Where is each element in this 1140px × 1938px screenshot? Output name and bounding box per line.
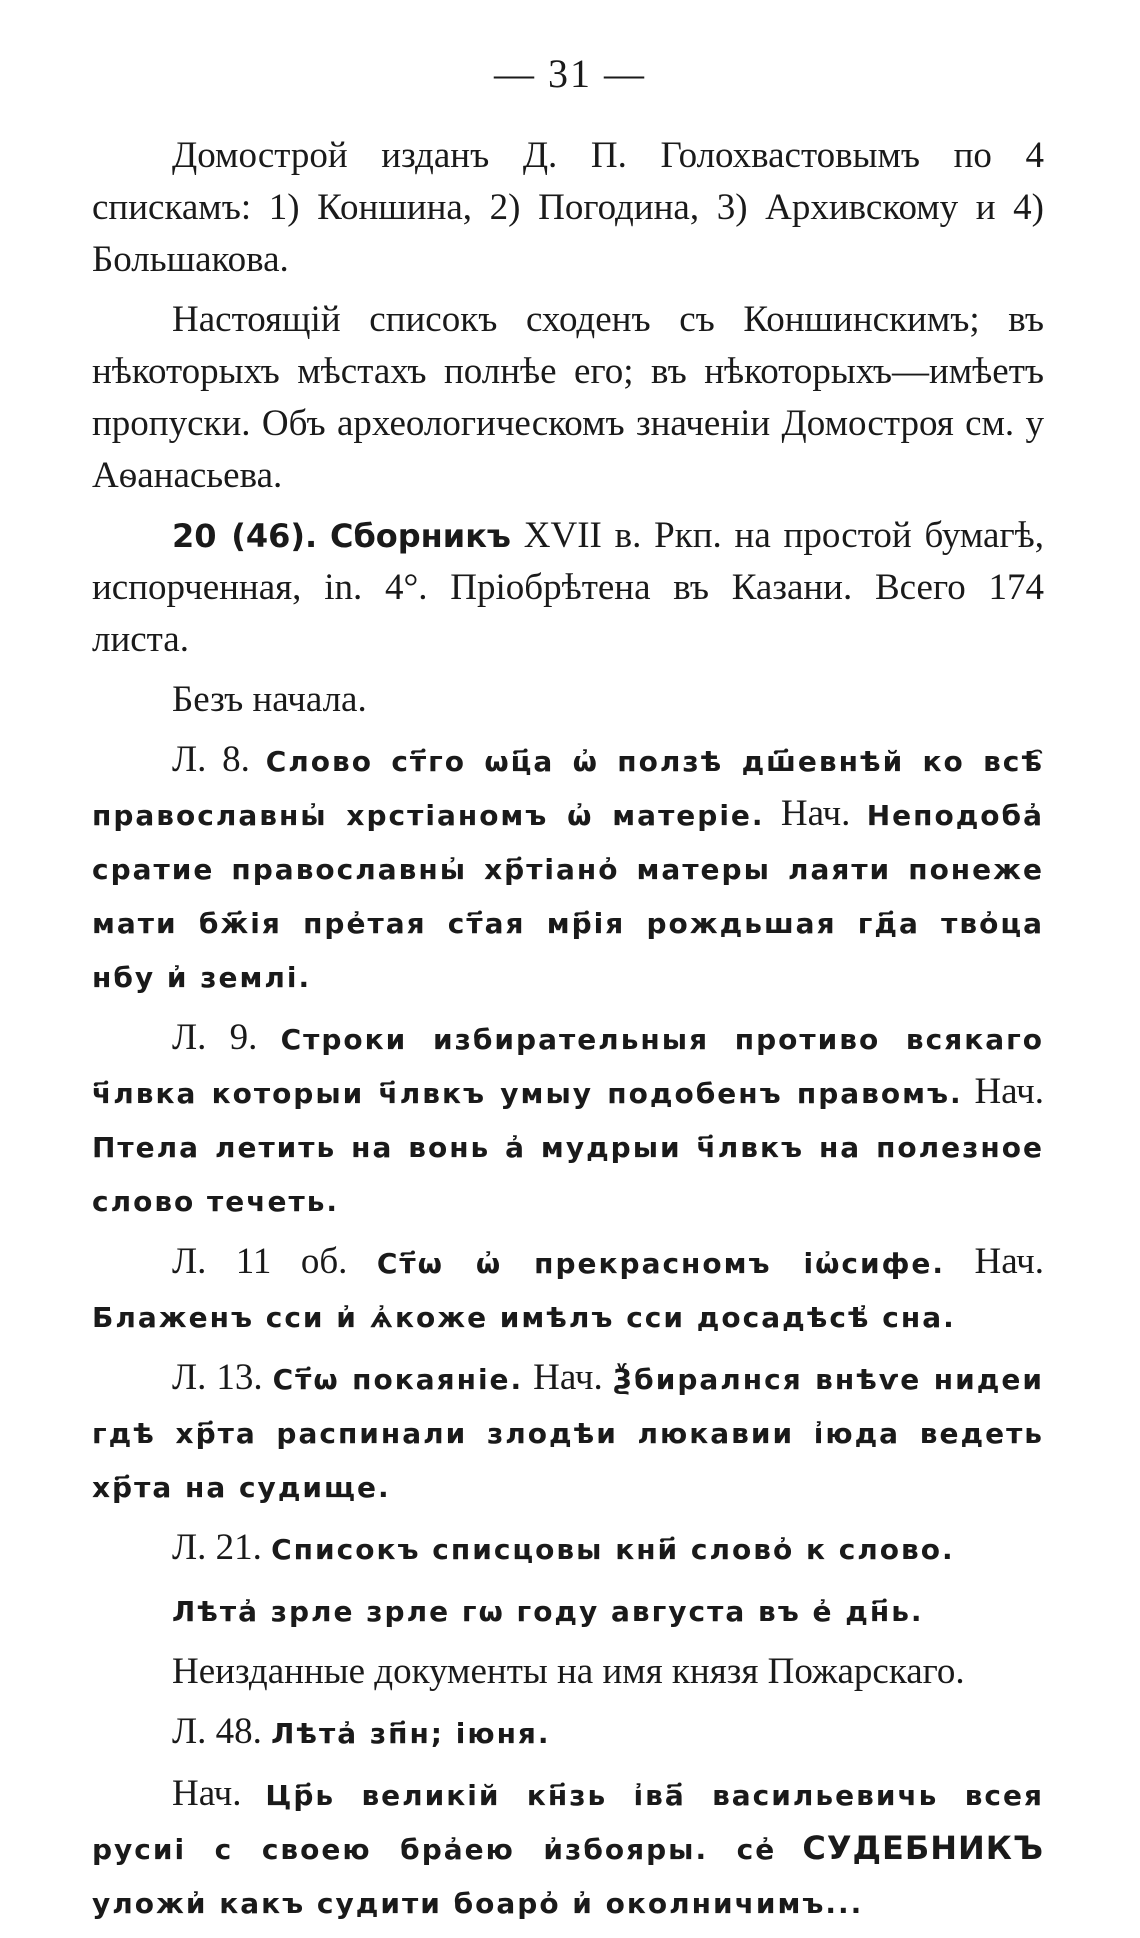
page-number: — 31 — <box>494 51 646 96</box>
paragraph-date <box>92 1584 1044 1638</box>
church-slavonic-text: Ст҃ѡ покаяніе. <box>272 1363 524 1396</box>
paragraph-leaf-13 <box>92 1352 1044 1514</box>
leaf-reference: Л. 21. <box>172 1527 262 1568</box>
church-slavonic-text: Ст҃ѡ ѡ҆ прекрасномъ іѡ҆сифе. <box>376 1247 946 1280</box>
leaf-reference: Л. 8. <box>172 739 250 780</box>
paragraph-sudebnik <box>92 1768 1044 1930</box>
church-slavonic-text: Списокъ списцовы кни҃ слово҆ к слово. <box>271 1533 955 1566</box>
sudebnik-word: СУДЕБНИКЪ <box>802 1829 1045 1867</box>
paragraph-list-comparison: Настоящій списокъ сходенъ съ Коншинскимъ; въ нѣкоторыхъ мѣстахъ полнѣе его; въ нѣкоторыхъ—имѣетъ пропуски. Объ археологическомъ значеніи Домостроя см. у Аѳанасьева. <box>92 299 1044 496</box>
church-slavonic-text: Слово ст҃го ѡц҃а ѡ҆ ползѣ дш҃евнѣй ко всѣ҄ православны҆ хрстіаномъ ѡ҆ матеріе. <box>92 745 1044 832</box>
church-slavonic-text: Лѣта҆ зрле зрле гѡ году августа въ е҆ дн҃ь. <box>172 1595 924 1628</box>
incipit-label: Нач. <box>764 793 867 834</box>
leaf-reference: Л. 13. <box>172 1357 263 1398</box>
church-slavonic-text: уложи҆ какъ судити боаро҆ и҆ околничимъ... <box>92 1887 864 1920</box>
entry-number: 20 (46). <box>172 517 318 555</box>
paragraph-leaf-21 <box>92 1522 1044 1576</box>
incipit-label: Нач. <box>523 1357 613 1398</box>
church-slavonic-text: Птела летить на вонь а҆ мудрыи ч҃лвкъ на полезное слово течеть. <box>92 1131 1044 1218</box>
paragraph-leaf-9 <box>92 1012 1044 1228</box>
paragraph-no-beginning: Безъ начала. <box>172 679 367 720</box>
paragraph-leaf-48 <box>92 1706 1044 1760</box>
paragraph-domostroy-edition: Домострой изданъ Д. П. Голохвастовымъ по 4 спискамъ: 1) Коншина, 2) Погодина, 3) Архивскому и 4) Большакова. <box>92 135 1044 280</box>
incipit-label: Нач. <box>962 1071 1044 1112</box>
entry-title: Сборникъ <box>329 517 511 555</box>
entry-description: XVII в. Ркп. на простой бумагѣ, испорченная, in. 4°. Пріобрѣтена въ Казани. Всего 174 листа. <box>92 515 1044 660</box>
paragraph-entry-20 <box>92 510 1044 666</box>
church-slavonic-text: Неподоба҆ сратие православны҆ хр҃тіано҆ матеры лаяти понеже мати бж҃ія пре҆тая ст҃ая мр҃ія рождьшая гд҃а тво҆ца нбу и҆ землі. <box>92 799 1044 994</box>
paragraph-leaf-11 <box>92 1236 1044 1344</box>
church-slavonic-text: Лѣта҆ зп҃н; іюня. <box>271 1717 551 1750</box>
church-slavonic-text: Цр҃ь великій кн҃зь і҆ва҃ васильевичь всея русиі с своею бра҆ею и҆збояры. се҆ <box>92 1779 1044 1866</box>
church-slavonic-text: Строки избирательныя противо всякаго ч҃лвка которыи ч҃лвкъ умыу подобенъ правомъ. <box>92 1023 1044 1110</box>
incipit-label: Нач. <box>945 1241 1045 1282</box>
church-slavonic-text: Блаженъ сси и҆ ѧ҆коже имѣлъ сси досадѣсѣ҆ сна. <box>92 1301 956 1334</box>
church-slavonic-text: Ѯбиралнся внѣѵе нидеи гдѣ хр҃та распинали злодѣи люкавии і҆юда ведеть хр҃та на судище. <box>92 1363 1044 1504</box>
leaf-reference: Л. 48. <box>172 1711 262 1752</box>
leaf-reference: Л. 9. <box>172 1017 258 1058</box>
body-text <box>92 130 1044 1938</box>
leaf-reference: Л. 11 об. <box>172 1241 348 1282</box>
paragraph-pozharsky-documents: Неизданные документы на имя князя Пожарскаго. <box>172 1651 965 1692</box>
incipit-label: Нач. <box>172 1773 266 1814</box>
paragraph-leaf-8 <box>92 734 1044 1004</box>
